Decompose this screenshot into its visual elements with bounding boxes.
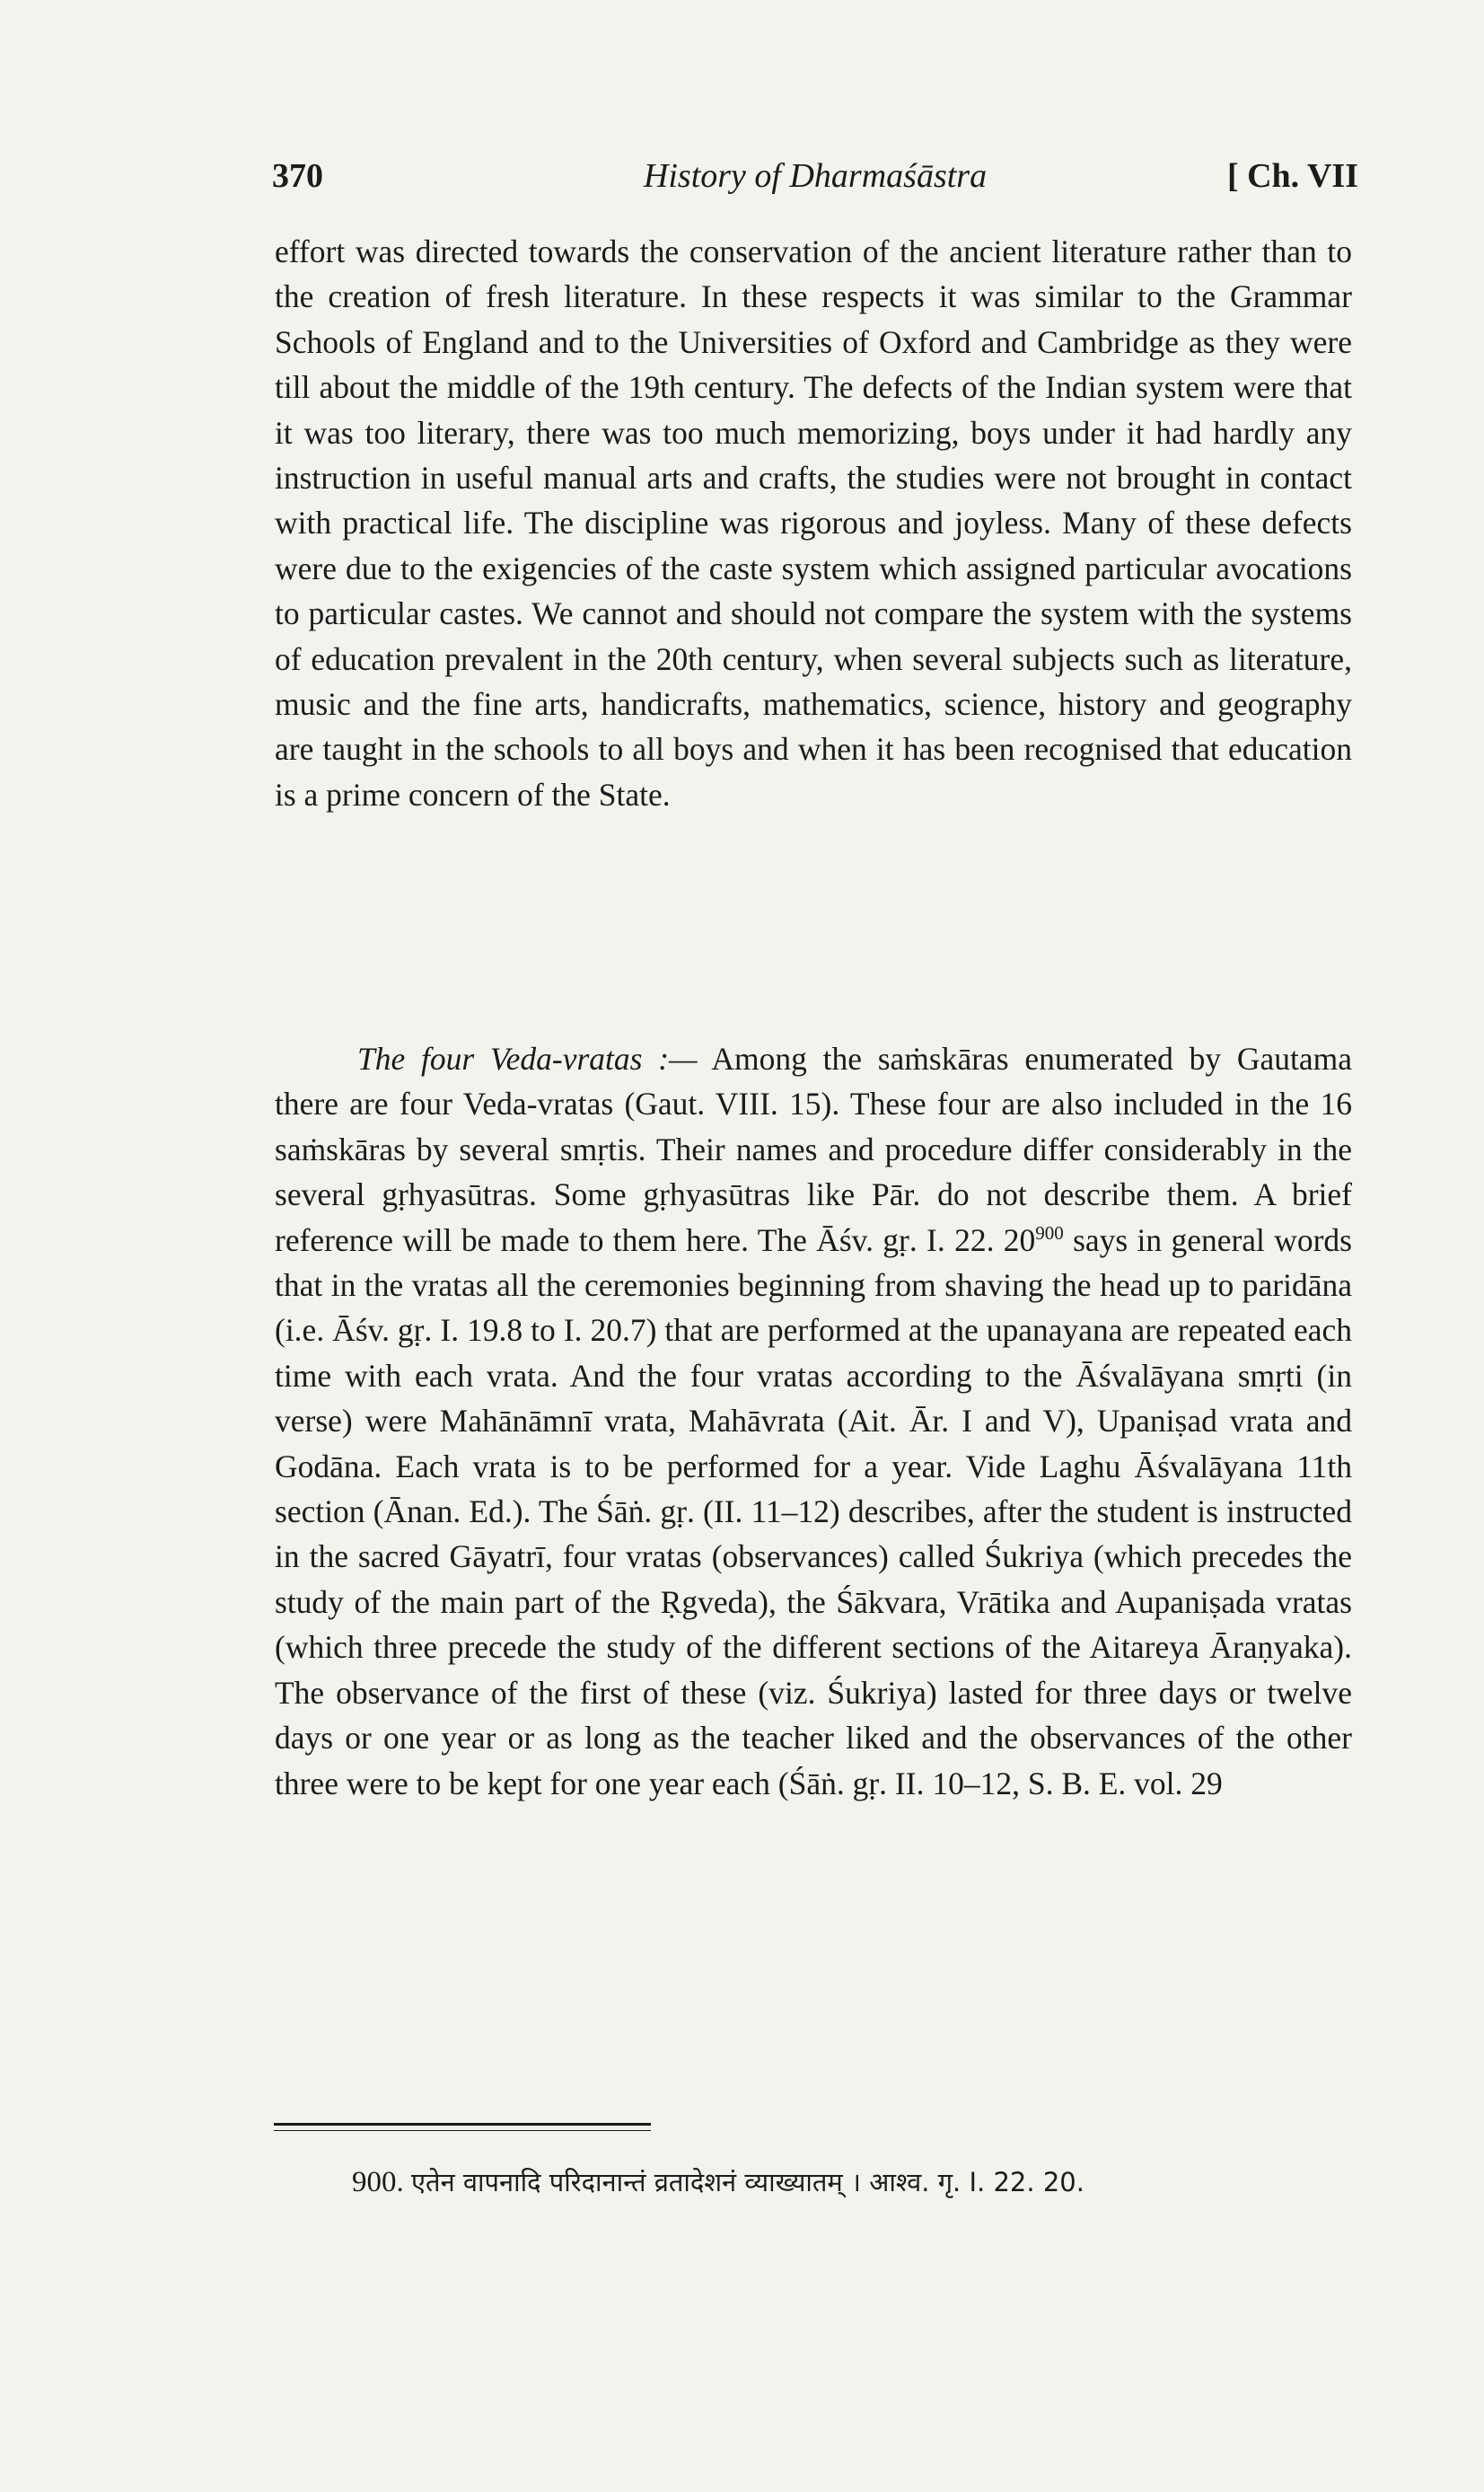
paragraph-text-part-1: Among the saṁskāras enumerated by Gautama there are four Veda-vratas (Gaut. VIII. 15). These four are also included in the 16 saṁskāras by several smṛtis. Their names and procedure differ considerably in the several gṛhyasūtras. Some gṛhyasūtras like Pār. do not describe them. A brief reference will be made to them here. The Āśv. gṛ. I. 22. 20: [275, 1041, 1352, 1258]
chapter-label: [ Ch. VII: [1226, 157, 1358, 195]
footnote-rule: [274, 2123, 651, 2126]
page-number: 370: [272, 157, 323, 195]
footnote-number: 900.: [352, 2166, 404, 2198]
body-paragraph-2: [275, 1036, 1352, 1806]
paragraph-text-part-2: says in general words that in the vratas all the ceremonies beginning from shaving the head up to paridāna (i.e. Āśv. gṛ. I. 19.8 to I. 20.7) that are performed at the upanayana are repeated each time with each vrata. And the four vratas according to the Āśvalāyana smṛti (in verse) were Mahānāmnī vrata, Mahāvrata (Ait. Ār. I and V), Upaniṣad vrata and Godāna. Each vrata is to be performed for a year. Vide Laghu Āśvalāyana 11th section (Ānan. Ed.). The Śāṅ. gṛ. (II. 11–12) describes, after the student is instructed in the sacred Gāyatrī, four vratas (observances) called Śukriya (which precedes the study of the main part of the Ṛgveda), the Śākvara, Vrātika and Aupaniṣada vratas (which three precede the study of the different sections of the Aitareya Āraṇyaka). The observance of the first of these (viz. Śukriya) lasted for three days or twelve days or one year or as long as the teacher liked and the observances of the other three were to be kept for one year each (Śāṅ. gṛ. II. 10–12, S. B. E. vol. 29: [275, 1221, 1352, 1801]
footnote: [352, 2162, 1357, 2202]
running-title: History of Dharmaśāstra: [643, 157, 988, 195]
footnote-reference: 900: [1035, 1221, 1064, 1244]
body-paragraph-1: effort was directed towards the conservation of the ancient literature rather than to the creation of fresh literature. In these respects it was similar to the Grammar Schools of England and to the Universities of Oxford and Cambridge as they were till about the middle of the 19th century. The defects of the Indian system were that it was too literary, there was too much memorizing, boys under it had hardly any instruction in useful manual arts and crafts, the studies were not brought in contact with practical life. The discipline was rigorous and joyless. Many of these defects were due to the exigencies of the caste system which assigned particular avocations to particular castes. We cannot and should not compare the system with the systems of education prevalent in the 20th century, when several subjects such as literature, music and the fine arts, handicrafts, mathematics, science, history and geography are taught in the schools to all boys and when it has been recognised that education is a prime concern of the State.: [275, 233, 1352, 813]
section-heading: The four Veda-vratas :—: [357, 1041, 698, 1077]
footnote-rule-thin: [274, 2130, 651, 2131]
footnote-text: एतेन वापनादि परिदानान्तं व्रतादेशनं व्याख्यातम् । आश्व. गृ. I. 22. 20.: [411, 2167, 1084, 2197]
running-header: [272, 151, 1358, 205]
